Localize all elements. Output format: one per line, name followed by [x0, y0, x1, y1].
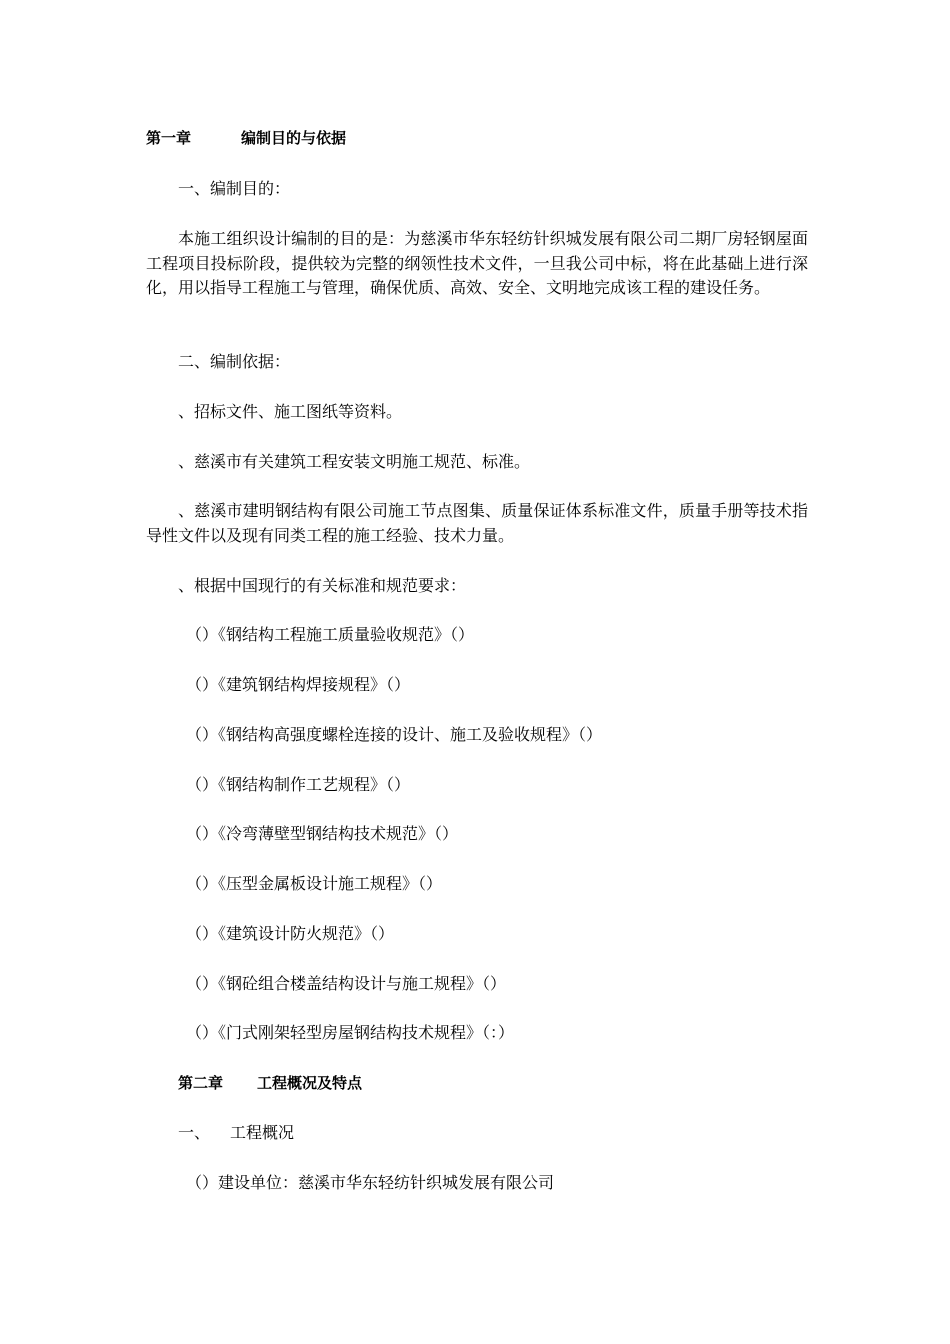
basis-item: 、慈溪市建明钢结构有限公司施工节点图集、质量保证体系标准文件，质量手册等技术指导性文件以及现有同类工程的施工经验、技术力量。 — [146, 501, 808, 545]
chapter-2-section-1-heading — [178, 1121, 840, 1145]
basis-item: 、根据中国现行的有关标准和规范要求： — [178, 576, 467, 595]
chapter-1-number: 第一章 — [146, 129, 192, 147]
standard-item: （）《钢结构制作工艺规程》（） — [186, 775, 411, 794]
standard-item: （）《钢砼组合楼盖结构设计与施工规程》（） — [186, 974, 507, 993]
chapter-1-title: 编制目的与依据 — [241, 129, 347, 147]
chapter-1-heading — [146, 126, 808, 150]
standard-item: （）《建筑钢结构焊接规程》（） — [186, 675, 411, 694]
chapter-2-section-1-title: 工程概况 — [230, 1123, 295, 1142]
standard-item: （）《钢结构高强度螺栓连接的设计、施工及验收规程》（） — [186, 725, 603, 744]
section-1-heading: 一、编制目的： — [178, 179, 291, 198]
standard-item: （）《门式刚架轻型房屋钢结构技术规程》（：） — [186, 1023, 515, 1042]
standard-item: （）《建筑设计防火规范》（） — [186, 924, 395, 943]
chapter-2-section-1-number: 一、 — [178, 1123, 211, 1142]
section-2-heading: 二、编制依据： — [178, 352, 291, 371]
chapter-2-number: 第二章 — [178, 1074, 224, 1092]
chapter-2-heading — [178, 1071, 840, 1095]
standard-item: （）《钢结构工程施工质量验收规范》（） — [186, 625, 475, 644]
basis-item: 、招标文件、施工图纸等资料。 — [178, 402, 403, 421]
build-unit-line: （）建设单位：慈溪市华东轻纺针织城发展有限公司 — [186, 1173, 555, 1192]
standard-item: （）《压型金属板设计施工规程》（） — [186, 874, 443, 893]
standard-item: （）《冷弯薄壁型钢结构技术规范》（） — [186, 824, 459, 843]
basis-item: 、慈溪市有关建筑工程安装文明施工规范、标准。 — [178, 452, 531, 471]
section-1-paragraph: 本施工组织设计编制的目的是：为慈溪市华东轻纺针织城发展有限公司二期厂房轻钢屋面工程项目投标阶段，提供较为完整的纲领性技术文件，一旦我公司中标，将在此基础上进行深化，用以指导工程施工与管理，确保优质、高效、安全、文明地完成该工程的建设任务。 — [146, 229, 808, 297]
chapter-2-title: 工程概况及特点 — [257, 1074, 363, 1092]
